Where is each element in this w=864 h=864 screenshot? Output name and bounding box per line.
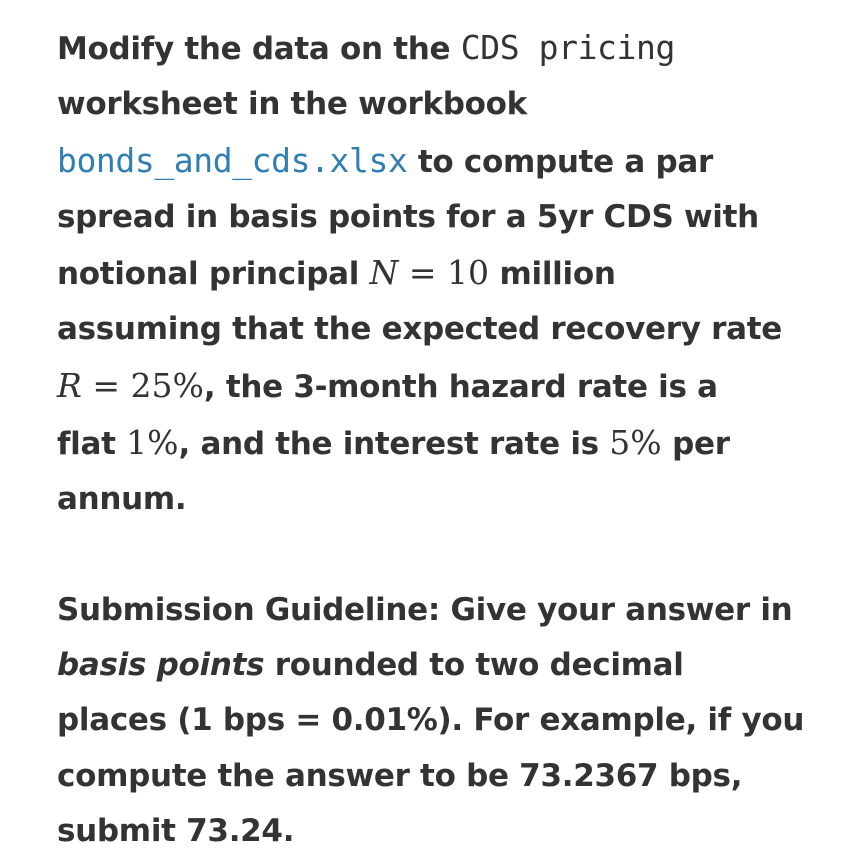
recovery-value: = 25% [81, 365, 204, 405]
basis-points-emphasis: basis points [57, 646, 265, 683]
problem-text: million [489, 256, 616, 293]
notional-value: = 10 [398, 253, 490, 293]
problem-line-7 [57, 358, 834, 415]
notional-symbol: N [369, 253, 399, 293]
problem-text: per [661, 426, 730, 463]
problem-text: , and the interest rate is [178, 426, 610, 463]
problem-statement [57, 20, 834, 528]
problem-line-3 [57, 133, 834, 190]
guideline-line-5: submit 73.24. [57, 812, 295, 849]
problem-line-8 [57, 415, 834, 472]
notional-equation [370, 253, 490, 292]
problem-text: to compute a par [407, 143, 714, 180]
problem-line-5 [57, 245, 834, 302]
problem-line-9: annum. [57, 481, 187, 518]
submission-guideline [57, 583, 834, 859]
workbook-link[interactable]: bonds_and_cds.xlsx [57, 140, 408, 180]
problem-line-4: spread in basis points for a 5yr CDS with [57, 198, 759, 235]
guideline-line-4: compute the answer to be 73.2367 bps, [57, 757, 743, 794]
problem-line-1 [57, 20, 834, 77]
problem-text: Modify the data on the [57, 31, 461, 67]
guideline-line-3: places (1 bps = 0.01%). For example, if you [57, 702, 805, 739]
sheet-name: CDS pricing [460, 28, 675, 67]
guideline-text: rounded to two decimal [264, 646, 684, 683]
problem-text: notional principal [57, 256, 370, 293]
problem-text: flat [57, 426, 127, 463]
guideline-line-2 [57, 638, 834, 693]
problem-line-2: worksheet in the workbook [57, 86, 527, 123]
guideline-line-1: Submission Guideline: Give your answer in [57, 591, 793, 628]
hazard-rate: 1% [126, 423, 179, 463]
recovery-equation [57, 366, 204, 405]
problem-line-6: assuming that the expected recovery rate [57, 311, 782, 348]
interest-rate: 5% [609, 423, 662, 463]
recovery-symbol: R [57, 365, 82, 405]
problem-text: , the 3-month hazard rate is a [203, 368, 718, 405]
